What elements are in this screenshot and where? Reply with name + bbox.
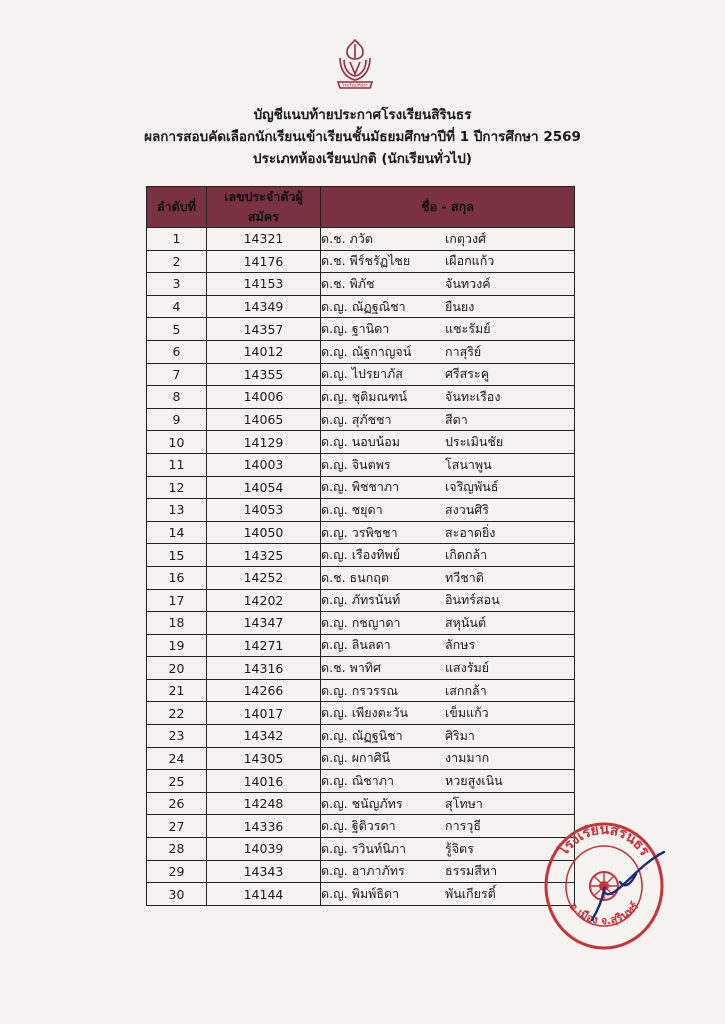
first-name: พีร์ชรัฏไชย: [349, 253, 411, 269]
applicant-id: 14153: [207, 273, 321, 296]
first-name: ลินลดา: [351, 637, 391, 653]
name-prefix: ด.ญ.: [321, 637, 348, 653]
last-name: สีดา: [445, 411, 468, 427]
last-name: จันทวงค์: [445, 275, 491, 291]
last-name: สหุนันต์: [445, 614, 487, 630]
applicant-id: 14336: [207, 815, 321, 838]
table-row: [147, 340, 575, 363]
title-line-2: ผลการสอบคัดเลือกนักเรียนเข้าเรียนชั้นมัธยมศึกษาปีที่ 1 ปีการศึกษา 2569: [144, 129, 581, 145]
applicant-id: 14053: [207, 499, 321, 522]
row-number: 26: [147, 792, 207, 815]
first-name: ธนกฤต: [349, 569, 389, 585]
applicant-id: 14252: [207, 566, 321, 589]
last-name: งามมาก: [445, 750, 490, 766]
row-number: 6: [147, 340, 207, 363]
last-name: รู้จิตร: [445, 840, 474, 856]
table-row: [147, 702, 575, 725]
first-name: ผกาศินี: [351, 750, 391, 766]
name-prefix: ด.ช.: [321, 569, 346, 585]
row-number: 22: [147, 702, 207, 725]
row-number: 27: [147, 815, 207, 838]
applicant-id: 14321: [207, 228, 321, 251]
first-name: พิชชาภา: [351, 479, 400, 495]
name-prefix: ด.ญ.: [321, 479, 348, 495]
last-name: กาสุริย์: [445, 343, 482, 359]
table-row: [147, 318, 575, 341]
document-header: [0, 104, 725, 170]
name-prefix: ด.ช.: [321, 660, 346, 676]
name-prefix: ด.ช.: [321, 275, 346, 291]
first-name: ชุติมณฑน์: [351, 388, 408, 404]
column-header-applicant-id: เลขประจำตัวผู้สมัคร: [207, 187, 321, 228]
applicant-id: 14305: [207, 747, 321, 770]
applicant-id: 14342: [207, 725, 321, 748]
table-row: [147, 657, 575, 680]
first-name: ฐานิดา: [351, 321, 390, 337]
first-name: ณัฐกาญจน์: [351, 343, 412, 359]
student-name: [321, 792, 575, 815]
last-name: สะอาดยิ่ง: [445, 524, 496, 540]
first-name: ณัฏฐณิชา: [351, 298, 406, 314]
row-number: 3: [147, 273, 207, 296]
first-name: วรพิชชา: [351, 524, 398, 540]
row-number: 12: [147, 476, 207, 499]
school-emblem-icon: [332, 36, 378, 94]
row-number: 9: [147, 408, 207, 431]
row-number: 5: [147, 318, 207, 341]
row-number: 15: [147, 544, 207, 567]
student-name: [321, 363, 575, 386]
table-row: [147, 589, 575, 612]
stamp-top-text: โรงเรียนสิรินธร: [555, 821, 653, 860]
table-header-row: [147, 187, 575, 228]
applicant-id: 14176: [207, 250, 321, 273]
name-prefix: ด.ญ.: [321, 366, 348, 382]
applicant-id: 14017: [207, 702, 321, 725]
student-name: [321, 634, 575, 657]
stamp-bottom-text: อ.เมือง จ.สุรินทร์: [566, 899, 642, 928]
title-line-1: บัญชีแนบท้ายประกาศโรงเรียนสิรินธร: [253, 107, 472, 123]
student-name: [321, 860, 575, 883]
last-name: เกตุวงศ์: [445, 230, 487, 246]
applicant-id: 14054: [207, 476, 321, 499]
name-prefix: ด.ญ.: [321, 411, 348, 427]
applicant-id: 14050: [207, 521, 321, 544]
row-number: 8: [147, 386, 207, 409]
student-name: [321, 273, 575, 296]
column-header-number: ลำดับที่: [147, 187, 207, 228]
last-name: หวยสูงเนิน: [445, 773, 503, 789]
table-row: [147, 408, 575, 431]
applicant-id: 14016: [207, 770, 321, 793]
first-name: กรวรรณ: [351, 682, 399, 698]
applicant-id: 14006: [207, 386, 321, 409]
last-name: การวุธี: [445, 818, 481, 834]
student-name: [321, 657, 575, 680]
first-name: ไปรยาภัส: [351, 366, 403, 382]
row-number: 21: [147, 679, 207, 702]
name-prefix: ด.ช.: [321, 230, 346, 246]
name-prefix: ด.ญ.: [321, 547, 348, 563]
applicant-id: 14129: [207, 431, 321, 454]
student-name: [321, 318, 575, 341]
student-name: [321, 544, 575, 567]
last-name: พันเกียรติ์: [445, 886, 496, 902]
first-name: ภัทรนันท์: [351, 592, 401, 608]
name-prefix: ด.ญ.: [321, 343, 348, 359]
first-name: รวินท์นิภา: [351, 840, 407, 856]
student-name: [321, 883, 575, 906]
table-row: [147, 273, 575, 296]
last-name: แชะรัมย์: [445, 321, 491, 337]
applicant-id: 14316: [207, 657, 321, 680]
name-prefix: ด.ญ.: [321, 321, 348, 337]
last-name: ยืนยง: [445, 298, 475, 314]
first-name: นอบน้อม: [351, 434, 400, 450]
table-row: [147, 612, 575, 635]
student-name: [321, 838, 575, 861]
row-number: 7: [147, 363, 207, 386]
first-name: พิมพ์ธิดา: [351, 886, 400, 902]
emblem-caption: โรงเรียนสิรินธร: [342, 82, 368, 88]
name-prefix: ด.ญ.: [321, 298, 348, 314]
stamp-center-emblem-icon: [590, 872, 618, 900]
last-name: ธรรมสีหา: [445, 863, 498, 879]
last-name: เข็มแก้ว: [445, 705, 489, 721]
applicant-id: 14266: [207, 679, 321, 702]
first-name: เพียงตะวัน: [351, 705, 409, 721]
first-name: เรืองทิพย์: [351, 547, 401, 563]
table-row: [147, 476, 575, 499]
name-prefix: ด.ญ.: [321, 840, 348, 856]
last-name: อินทร์สอน: [445, 592, 500, 608]
row-number: 18: [147, 612, 207, 635]
row-number: 23: [147, 725, 207, 748]
first-name: ชนัญภัทร: [351, 795, 403, 811]
name-prefix: ด.ญ.: [321, 682, 348, 698]
row-number: 29: [147, 860, 207, 883]
svg-text:โรงเรียนสิรินธร: [553, 822, 653, 860]
table-row: [147, 544, 575, 567]
student-name: [321, 431, 575, 454]
student-name: [321, 386, 575, 409]
table-row: [147, 792, 575, 815]
student-name: [321, 702, 575, 725]
row-number: 13: [147, 499, 207, 522]
row-number: 20: [147, 657, 207, 680]
table-row: [147, 250, 575, 273]
student-name: [321, 725, 575, 748]
student-name: [321, 747, 575, 770]
student-name: [321, 521, 575, 544]
name-prefix: ด.ช.: [321, 253, 346, 269]
first-name: อาภาภัทร: [351, 863, 405, 879]
table-row: [147, 228, 575, 251]
row-number: 19: [147, 634, 207, 657]
name-prefix: ด.ญ.: [321, 388, 348, 404]
student-name: [321, 408, 575, 431]
table-row: [147, 725, 575, 748]
name-prefix: ด.ญ.: [321, 501, 348, 517]
table-body: [147, 228, 575, 906]
applicant-id: 14325: [207, 544, 321, 567]
last-name: เกิดกล้า: [445, 547, 488, 563]
last-name: ประเมินชัย: [445, 434, 504, 450]
row-number: 14: [147, 521, 207, 544]
applicant-id: 14347: [207, 612, 321, 635]
student-name: [321, 476, 575, 499]
last-name: ลักษร: [445, 637, 476, 653]
table-row: [147, 838, 575, 861]
student-name: [321, 589, 575, 612]
student-name: [321, 228, 575, 251]
last-name: เจริญพันธ์: [445, 479, 499, 495]
row-number: 25: [147, 770, 207, 793]
row-number: 11: [147, 453, 207, 476]
applicant-id: 14355: [207, 363, 321, 386]
row-number: 1: [147, 228, 207, 251]
student-name: [321, 295, 575, 318]
name-prefix: ด.ญ.: [321, 886, 348, 902]
name-prefix: ด.ญ.: [321, 773, 348, 789]
student-name: [321, 770, 575, 793]
table-row: [147, 363, 575, 386]
last-name: แสงรัมย์: [445, 660, 490, 676]
student-name: [321, 250, 575, 273]
row-number: 16: [147, 566, 207, 589]
applicant-id: 14065: [207, 408, 321, 431]
last-name: ศิริมา: [445, 727, 475, 743]
name-prefix: ด.ญ.: [321, 592, 348, 608]
first-name: สุภัชชา: [351, 411, 392, 427]
applicant-id: 14271: [207, 634, 321, 657]
name-prefix: ด.ญ.: [321, 818, 348, 834]
first-name: ภวัต: [349, 230, 373, 246]
last-name: เสกกล้า: [445, 682, 487, 698]
applicant-id: 14349: [207, 295, 321, 318]
last-name: เผือกแก้ว: [445, 253, 495, 269]
table-row: [147, 860, 575, 883]
name-prefix: ด.ญ.: [321, 863, 348, 879]
row-number: 10: [147, 431, 207, 454]
applicant-id: 14248: [207, 792, 321, 815]
student-name: [321, 340, 575, 363]
name-prefix: ด.ญ.: [321, 456, 348, 472]
table-row: [147, 386, 575, 409]
first-name: กชญาดา: [351, 614, 401, 630]
last-name: โสนาพูน: [445, 456, 492, 472]
name-prefix: ด.ญ.: [321, 727, 348, 743]
name-prefix: ด.ญ.: [321, 434, 348, 450]
table-row: [147, 521, 575, 544]
first-name: พาทิศ: [349, 660, 381, 676]
table-row: [147, 815, 575, 838]
student-name: [321, 679, 575, 702]
last-name: สุโทษา: [445, 795, 483, 811]
name-prefix: ด.ญ.: [321, 750, 348, 766]
first-name: ชยุดา: [351, 501, 383, 517]
row-number: 4: [147, 295, 207, 318]
last-name: ทวีชาติ: [445, 569, 484, 585]
applicant-id: 14144: [207, 883, 321, 906]
table-row: [147, 566, 575, 589]
first-name: พิภัช: [349, 275, 375, 291]
svg-text:อ.เมือง จ.สุรินทร์: [567, 900, 642, 928]
row-number: 17: [147, 589, 207, 612]
row-number: 30: [147, 883, 207, 906]
table-row: [147, 747, 575, 770]
applicant-id: 14357: [207, 318, 321, 341]
table-row: [147, 679, 575, 702]
name-prefix: ด.ญ.: [321, 524, 348, 540]
name-prefix: ด.ญ.: [321, 705, 348, 721]
row-number: 28: [147, 838, 207, 861]
first-name: ณิชาภา: [351, 773, 395, 789]
official-stamp: [540, 812, 668, 952]
applicant-id: 14012: [207, 340, 321, 363]
title-line-3: ประเภทห้องเรียนปกติ (นักเรียนทั่วไป): [253, 151, 472, 167]
student-name: [321, 612, 575, 635]
first-name: ฐิติวรดา: [351, 818, 396, 834]
last-name: สงวนศิริ: [445, 501, 489, 517]
last-name: ศรีสระคู: [445, 366, 490, 382]
student-name: [321, 566, 575, 589]
name-prefix: ด.ญ.: [321, 795, 348, 811]
table-row: [147, 431, 575, 454]
row-number: 24: [147, 747, 207, 770]
results-table: [146, 186, 575, 906]
student-name: [321, 453, 575, 476]
applicant-id: 14003: [207, 453, 321, 476]
table-row: [147, 883, 575, 906]
row-number: 2: [147, 250, 207, 273]
applicant-id: 14202: [207, 589, 321, 612]
applicant-id: 14039: [207, 838, 321, 861]
table-row: [147, 499, 575, 522]
table-row: [147, 453, 575, 476]
student-name: [321, 499, 575, 522]
column-header-name: ชื่อ - สกุล: [321, 187, 575, 228]
name-prefix: ด.ญ.: [321, 614, 348, 630]
table-row: [147, 295, 575, 318]
applicant-id: 14343: [207, 860, 321, 883]
table-row: [147, 770, 575, 793]
table-row: [147, 634, 575, 657]
last-name: จันทะเรือง: [445, 388, 501, 404]
student-name: [321, 815, 575, 838]
first-name: จินตพร: [351, 456, 391, 472]
first-name: ณัฏฐนิชา: [351, 727, 403, 743]
